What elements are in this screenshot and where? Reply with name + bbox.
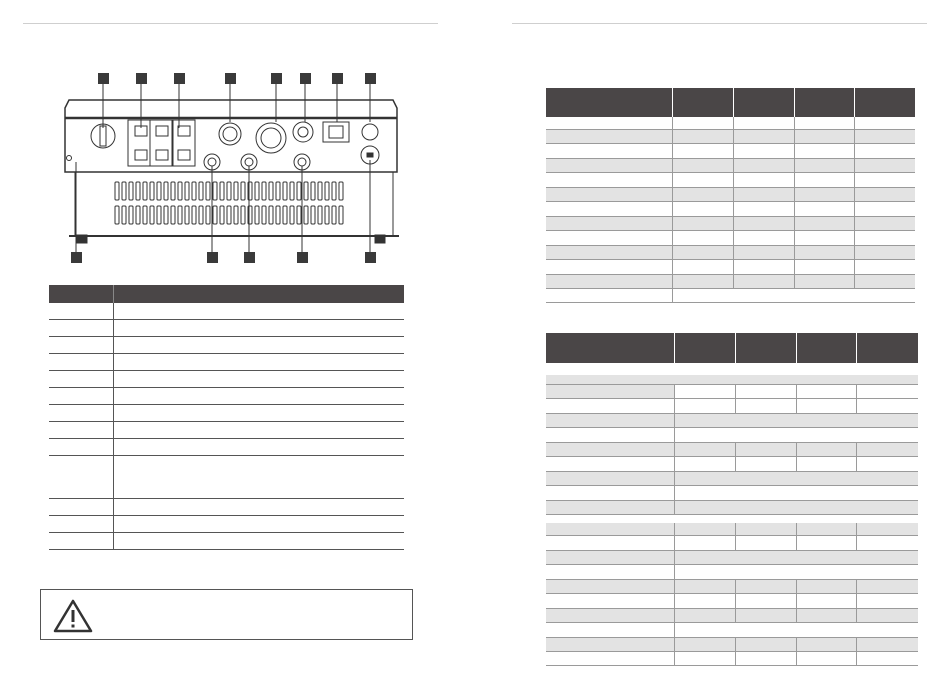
table-spacer: [546, 363, 918, 375]
table-row: [49, 303, 404, 320]
spec-table-2: [546, 333, 918, 666]
table-row: [546, 486, 918, 501]
table-row: [546, 457, 918, 472]
table-row: [49, 422, 404, 439]
table-row: [49, 354, 404, 371]
component-table: [49, 285, 404, 550]
table-row: [49, 533, 404, 550]
table-row: [546, 638, 918, 652]
warning-box: [40, 589, 413, 640]
table-row: [49, 388, 404, 405]
spec-table-1: [546, 88, 915, 303]
table-row: [546, 173, 915, 188]
table-row: [49, 456, 404, 499]
vent-grille-icon: [115, 182, 343, 224]
table-row: [546, 580, 918, 594]
right-page-top-rule: [512, 23, 927, 24]
table-row: [546, 217, 915, 231]
table-row: [546, 117, 915, 130]
table-row: [546, 246, 915, 260]
table-row: [49, 337, 404, 354]
table-row: [546, 623, 918, 638]
table-row: [546, 130, 915, 144]
left-page-top-rule: [23, 23, 438, 24]
table-row: [546, 202, 915, 217]
table-row: [546, 188, 915, 202]
component-table-header: [49, 285, 404, 303]
table-row: [49, 371, 404, 388]
table-row: [546, 260, 915, 275]
table-row: [546, 289, 915, 303]
table-row: [546, 501, 918, 515]
spec-table-2-header: [546, 333, 918, 363]
table-row: [49, 405, 404, 422]
table-row: [546, 399, 918, 414]
table-row: [546, 609, 918, 623]
table-row: [49, 320, 404, 337]
table-row: [546, 144, 915, 159]
spec-table-1-header: [546, 88, 915, 117]
table-row: [49, 516, 404, 533]
table-row: [546, 551, 918, 565]
table-row: [546, 385, 918, 399]
table-row: [546, 652, 918, 666]
table-row: [546, 428, 918, 443]
table-row: [546, 159, 915, 173]
inverter-diagram: [55, 70, 405, 265]
table-row: [546, 565, 918, 580]
table-row: [546, 414, 918, 428]
table-row: [546, 594, 918, 609]
warning-triangle-icon: [53, 599, 93, 633]
table-row: [546, 536, 918, 551]
table-spacer: [546, 515, 918, 523]
table-row: [546, 443, 918, 457]
inverter-front-panel-icon: [55, 70, 405, 265]
table-row: [546, 231, 915, 246]
table-row: [546, 523, 918, 536]
table-row: [49, 439, 404, 456]
table-row: [546, 275, 915, 289]
table-row: [49, 499, 404, 516]
table-row: [546, 375, 918, 385]
table-row: [546, 472, 918, 486]
